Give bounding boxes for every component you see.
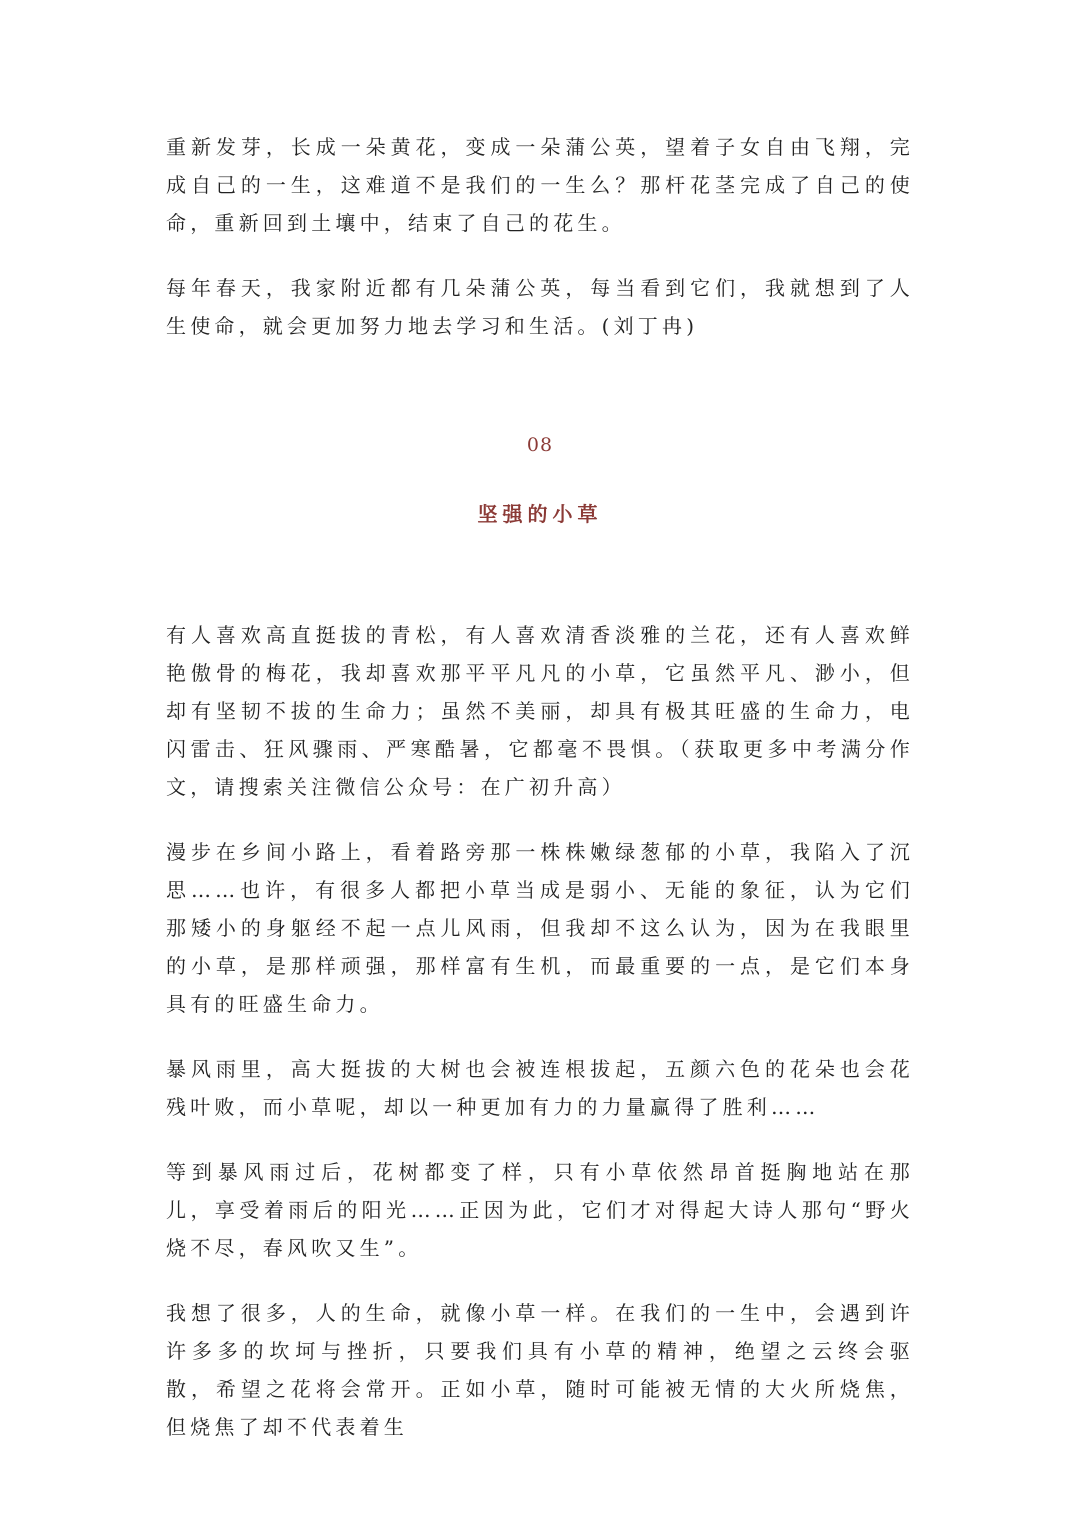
intro-paragraphs [166, 128, 914, 372]
section-paragraphs [166, 616, 914, 1473]
paragraph: 等到暴风雨过后，花树都变了样，只有小草依然昂首挺胸地站在那儿，享受着雨后的阳光……正因为此，它们才对得起大诗人那句“野火烧不尽，春风吹又生”。 [166, 1160, 914, 1260]
paragraph: 我想了很多，人的生命，就像小草一样。在我们的一生中，会遇到许许多多的坎坷与挫折，只要我们具有小草的精神，绝望之云终会驱散，希望之花将会常开。正如小草，随时可能被无情的大火所烧焦，但烧焦了却不代表着生 [166, 1301, 914, 1439]
paragraph: 每年春天，我家附近都有几朵蒲公英，每当看到它们，我就想到了人生使命，就会更加努力地去学习和生活。(刘丁冉) [166, 276, 914, 338]
section-title: 坚强的小草 [477, 502, 603, 526]
paragraph: 暴风雨里，高大挺拔的大树也会被连根拔起，五颜六色的花朵也会花残叶败，而小草呢，却以一种更加有力的力量赢得了胜利…… [166, 1057, 914, 1119]
section-number: 08 [526, 434, 554, 456]
paragraph: 重新发芽，长成一朵黄花，变成一朵蒲公英，望着子女自由飞翔，完成自己的一生，这难道不是我们的一生么？那杆花茎完成了自己的使命，重新回到土壤中，结束了自己的花生。 [166, 135, 914, 235]
paragraph: 漫步在乡间小路上，看着路旁那一株株嫩绿葱郁的小草，我陷入了沉思……也许，有很多人都把小草当成是弱小、无能的象征，认为它们那矮小的身躯经不起一点儿风雨，但我却不这么认为，因为在我眼里的小草，是那样顽强，那样富有生机，而最重要的一点，是它们本身具有的旺盛生命力。 [166, 840, 914, 1016]
paragraph: 有人喜欢高直挺拔的青松，有人喜欢清香淡雅的兰花，还有人喜欢鲜艳傲骨的梅花，我却喜欢那平平凡凡的小草，它虽然平凡、渺小，但却有坚韧不拔的生命力；虽然不美丽，却具有极其旺盛的生命力，电闪雷击、狂风骤雨、严寒酷暑，它都毫不畏惧。（获取更多中考满分作文，请搜索关注微信公众号：在广初升高） [166, 623, 914, 799]
